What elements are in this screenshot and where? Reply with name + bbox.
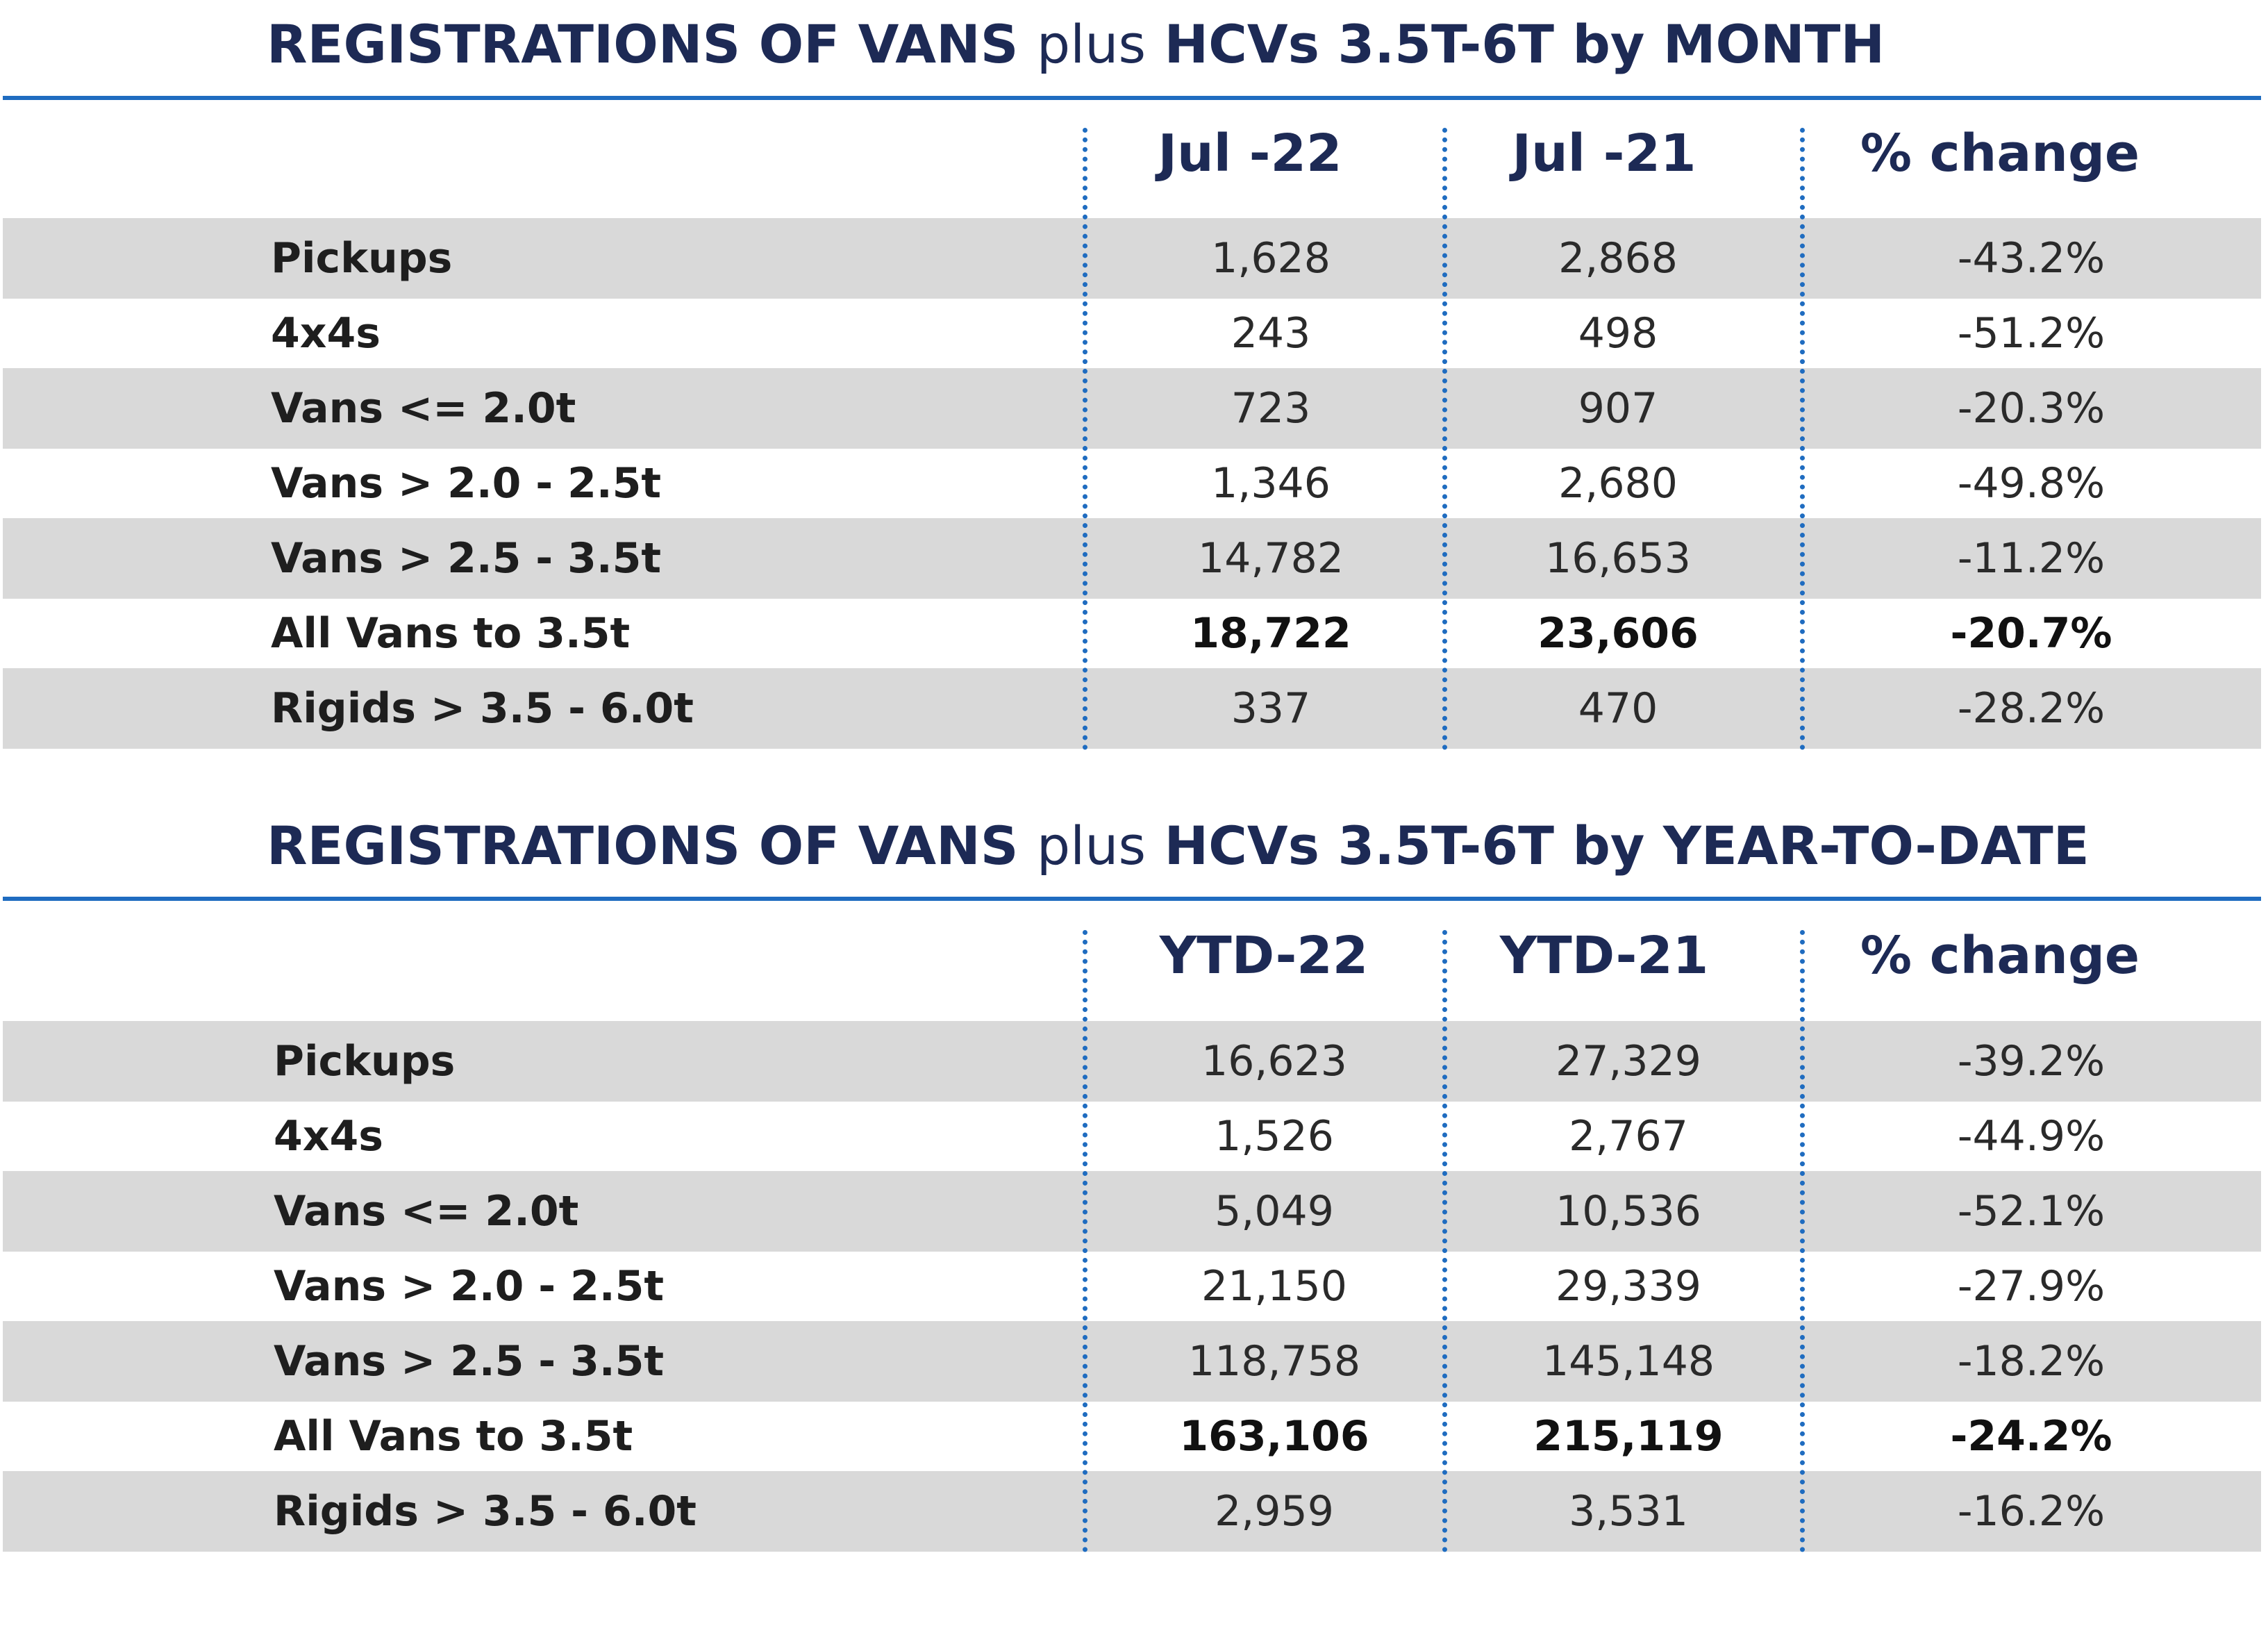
column-header: Jul -22	[1158, 124, 1342, 183]
row-label: All Vans to 3.5t	[271, 609, 631, 658]
data-label: 2,680	[1558, 459, 1678, 508]
table-row	[3, 1021, 2261, 1102]
data-label: -49.8%	[1957, 459, 2106, 508]
data-label: 21,150	[1201, 1262, 1347, 1311]
data-label: 2,767	[1569, 1112, 1688, 1161]
title-part2: HCVs 3.5T-6T by YEAR-TO-DATE	[1164, 815, 2090, 877]
data-label: 16,653	[1545, 534, 1691, 583]
column-header: % change	[1860, 926, 2140, 986]
title-part1: REGISTRATIONS OF VANS	[267, 815, 1019, 877]
row-label: Vans > 2.5 - 3.5t	[274, 1337, 665, 1386]
data-label: 215,119	[1533, 1412, 1724, 1461]
data-label: 243	[1231, 309, 1311, 358]
data-label: 1,628	[1211, 234, 1331, 283]
column-header: YTD-21	[1499, 926, 1709, 986]
data-label: 14,782	[1198, 534, 1344, 583]
row-label: Vans > 2.0 - 2.5t	[271, 459, 662, 508]
data-label: -20.7%	[1950, 609, 2112, 658]
ytd-table-title	[267, 815, 2090, 877]
title-rule	[3, 897, 2261, 901]
column-header: YTD-22	[1159, 926, 1369, 986]
data-label: -20.3%	[1957, 384, 2106, 433]
data-label: -28.2%	[1957, 684, 2106, 733]
data-label: 29,339	[1556, 1262, 1701, 1311]
data-label: -52.1%	[1957, 1187, 2106, 1236]
title-part1: REGISTRATIONS OF VANS	[267, 13, 1019, 75]
column-header: % change	[1860, 124, 2140, 183]
data-label: 27,329	[1556, 1037, 1701, 1086]
column-divider	[1083, 930, 1087, 1552]
data-label: 23,606	[1537, 609, 1699, 658]
data-label: 723	[1231, 384, 1311, 433]
row-label: Vans <= 2.0t	[274, 1187, 579, 1236]
column-header: Jul -21	[1512, 124, 1696, 183]
data-label: -39.2%	[1957, 1037, 2106, 1086]
row-label: Rigids > 3.5 - 6.0t	[271, 684, 694, 733]
table-row	[3, 1246, 2261, 1327]
row-label: Rigids > 3.5 - 6.0t	[274, 1487, 697, 1536]
data-label: 337	[1231, 684, 1311, 733]
data-label: -16.2%	[1957, 1487, 2106, 1536]
table-row	[3, 1171, 2261, 1252]
data-label: -11.2%	[1957, 534, 2106, 583]
row-label: Vans <= 2.0t	[271, 384, 576, 433]
data-label: 10,536	[1556, 1187, 1701, 1236]
row-label: 4x4s	[271, 309, 381, 358]
row-label: All Vans to 3.5t	[274, 1412, 633, 1461]
title-plus: plus	[1036, 815, 1146, 877]
row-label: Pickups	[271, 234, 453, 283]
column-divider	[1442, 930, 1447, 1552]
data-label: 2,959	[1215, 1487, 1334, 1536]
data-label: 16,623	[1201, 1037, 1347, 1086]
row-label: Vans > 2.5 - 3.5t	[271, 534, 662, 583]
data-label: -24.2%	[1950, 1412, 2112, 1461]
data-label: 2,868	[1558, 234, 1678, 283]
table-row	[3, 1471, 2261, 1552]
data-label: -44.9%	[1957, 1112, 2106, 1161]
data-label: 145,148	[1542, 1337, 1715, 1386]
title-plus: plus	[1036, 13, 1146, 75]
data-label: 470	[1578, 684, 1658, 733]
column-divider	[1800, 930, 1805, 1552]
table-row	[3, 1321, 2261, 1402]
data-label: 163,106	[1179, 1412, 1369, 1461]
data-label: 498	[1578, 309, 1658, 358]
data-label: -18.2%	[1957, 1337, 2106, 1386]
data-label: 3,531	[1569, 1487, 1688, 1536]
title-part2: HCVs 3.5T-6T by MONTH	[1164, 13, 1885, 75]
row-label: Vans > 2.0 - 2.5t	[274, 1262, 665, 1311]
table-row	[3, 1096, 2261, 1177]
data-label: 118,758	[1187, 1337, 1361, 1386]
data-label: 1,526	[1215, 1112, 1334, 1161]
data-label: -43.2%	[1957, 234, 2106, 283]
row-label: 4x4s	[274, 1112, 383, 1161]
data-label: -51.2%	[1957, 309, 2106, 358]
row-label: Pickups	[274, 1037, 456, 1086]
data-label: -27.9%	[1957, 1262, 2106, 1311]
data-label: 5,049	[1215, 1187, 1334, 1236]
data-label: 18,722	[1190, 609, 1351, 658]
data-label: 1,346	[1211, 459, 1331, 508]
table-row	[3, 1396, 2261, 1477]
data-label: 907	[1578, 384, 1658, 433]
